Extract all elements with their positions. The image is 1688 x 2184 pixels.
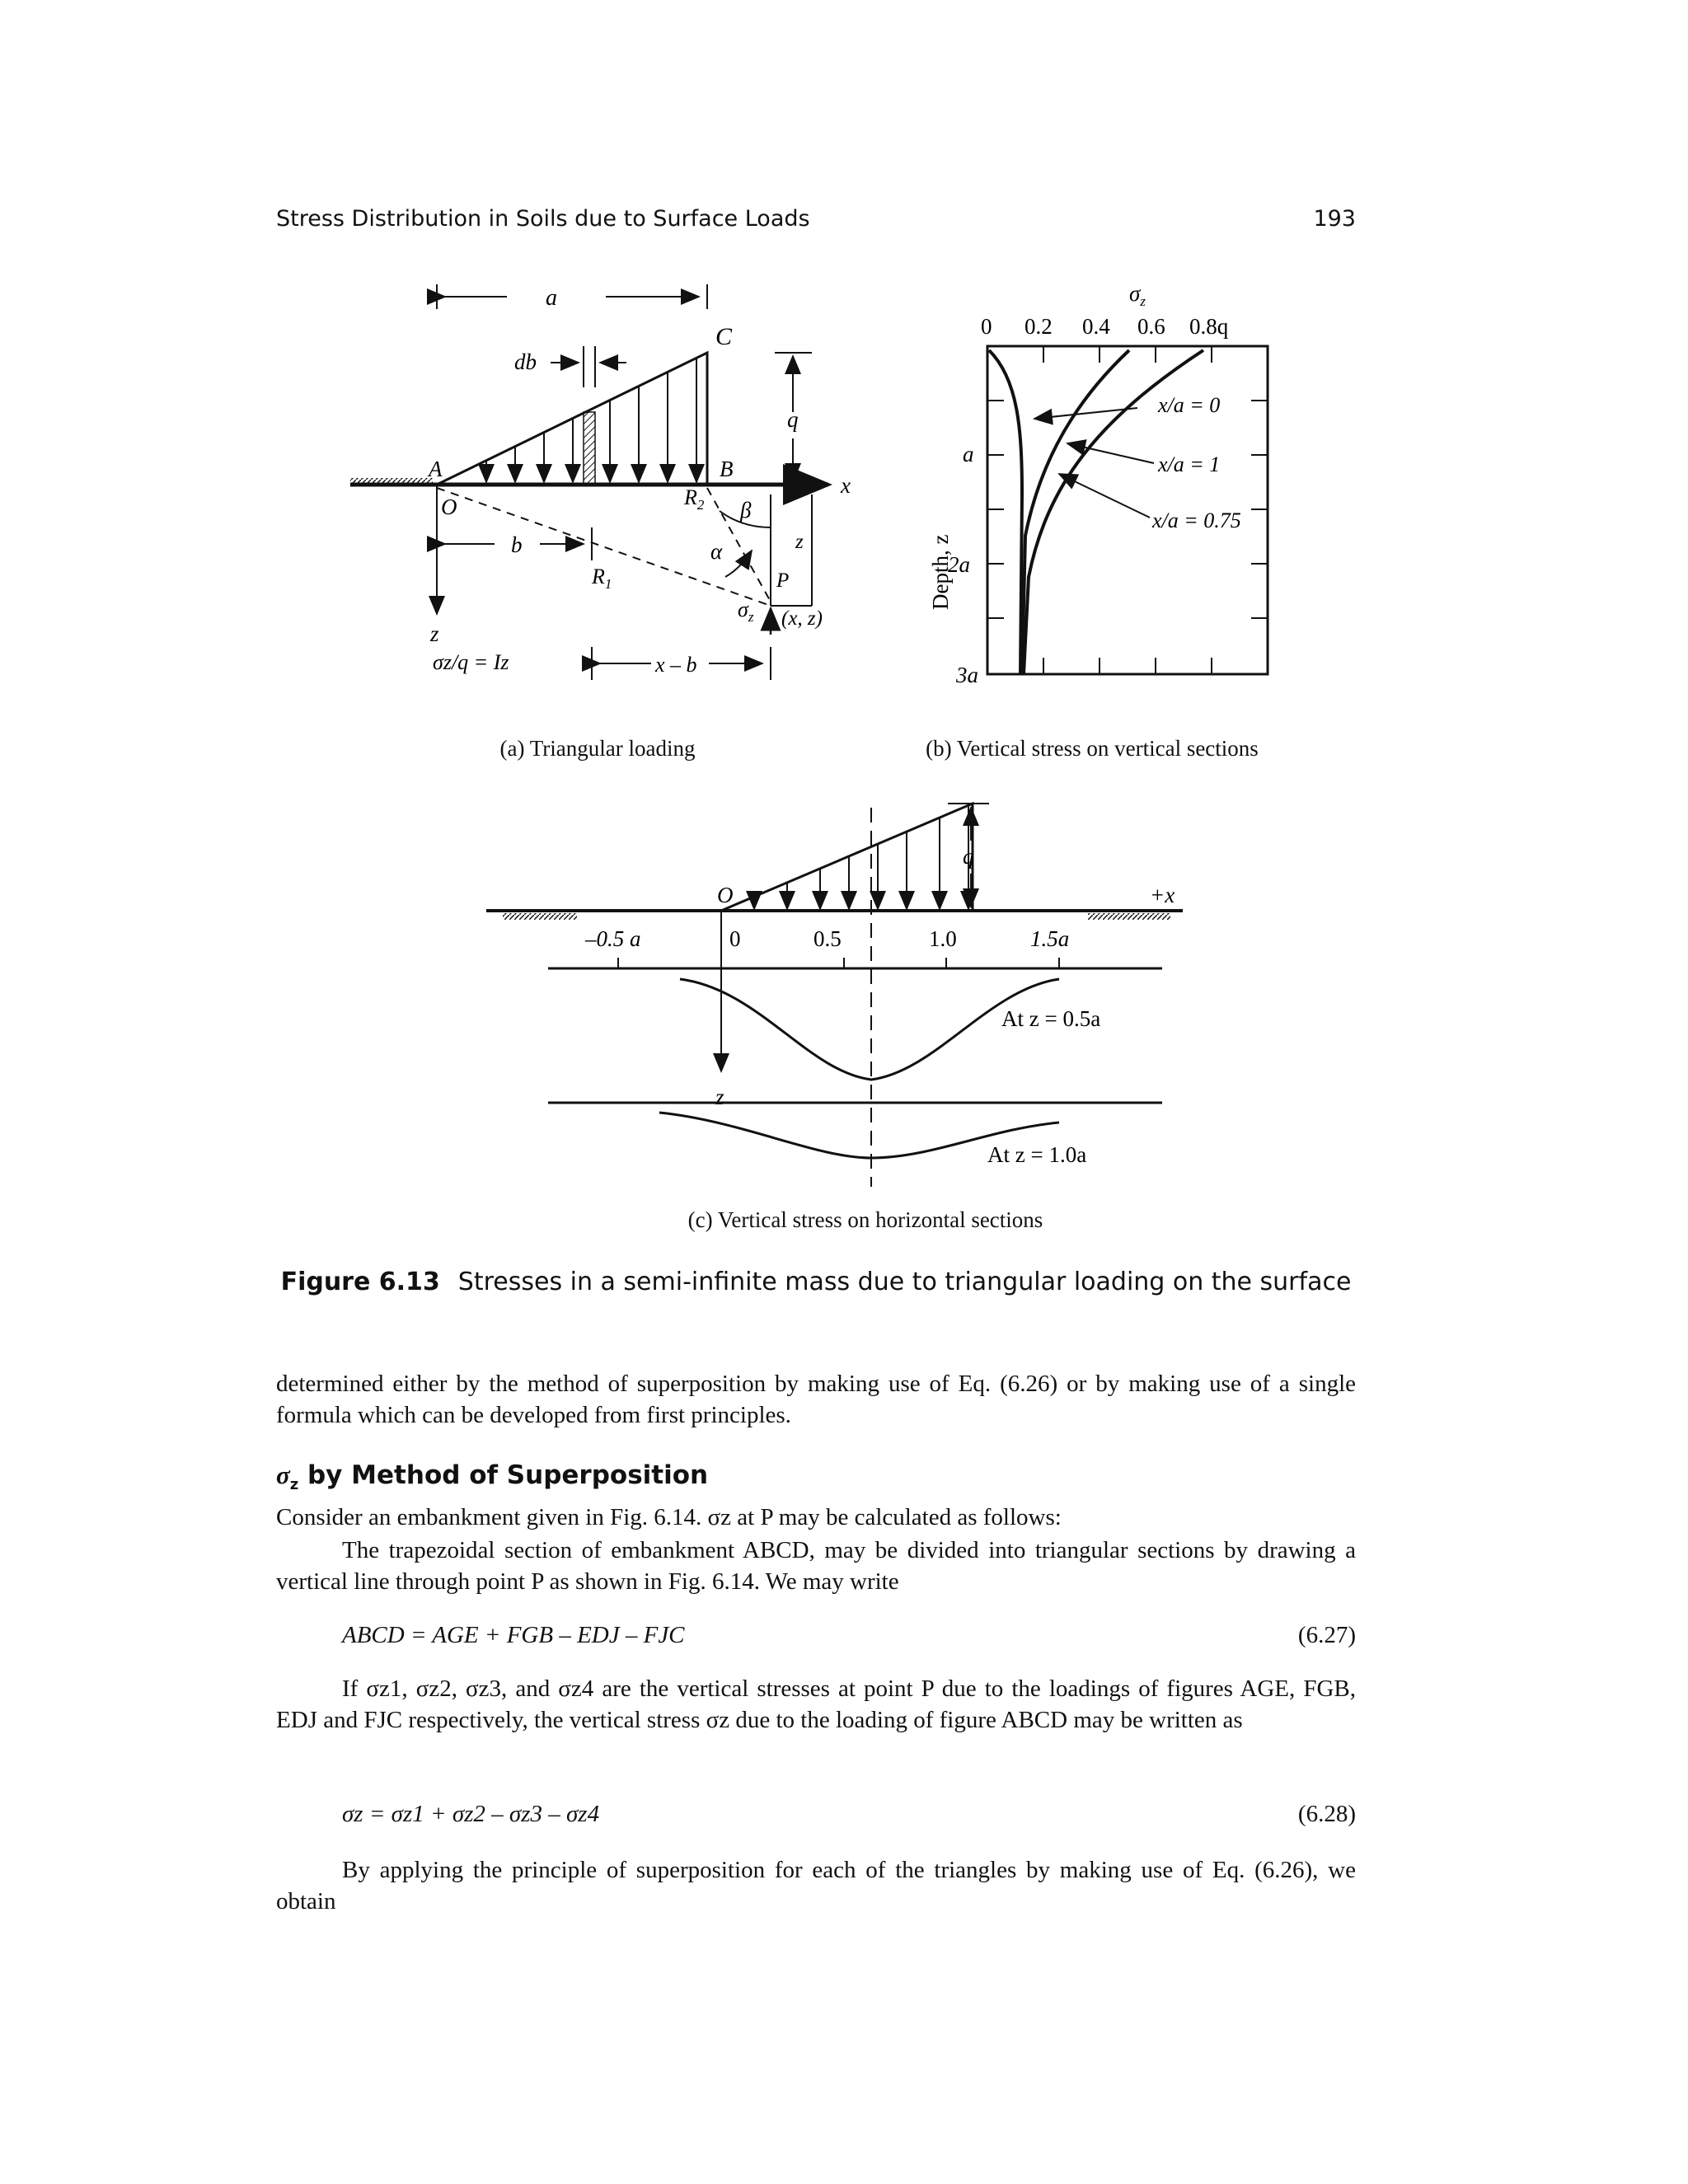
fig-a-label-C: C — [715, 323, 733, 350]
curve-x-a-1 — [1022, 350, 1129, 674]
fig-a-label-z-right: z — [795, 531, 804, 553]
caption-b: (b) Vertical stress on vertical sections — [926, 736, 1259, 761]
fig-a-label-R1: $R_1$ — [592, 565, 612, 592]
fig-a-label-R2: $R_2$ — [684, 485, 705, 513]
equation-6-27-number: (6.27) — [1297, 1622, 1356, 1648]
equation-6-28-number: (6.28) — [1297, 1801, 1356, 1827]
fig-c-curve-label-1: At z = 0.5a — [1001, 1006, 1101, 1031]
fig-c-label-O: O — [717, 883, 734, 907]
caption-c: (c) Vertical stress on horizontal sections — [687, 1207, 1043, 1232]
fig-a-label-P: P — [776, 569, 790, 592]
fig-c-tick-neg05: –0.5 a — [585, 926, 641, 951]
paragraph-3: The trapezoidal section of embankment ABCD, may be divided into triangular sections by drawing a vertical line through point P as shown in Fig. 6.14. We may write — [276, 1537, 1356, 1595]
fig-b-xtick-0: 0 — [981, 314, 992, 339]
fig-a-label-x: x — [841, 473, 851, 498]
fig-a-label-b: b — [511, 532, 523, 557]
figure-b-vertical-sections — [928, 281, 1268, 687]
fig-a-label-xb: x – b — [655, 653, 697, 677]
fig-a-label-beta: β — [740, 498, 752, 523]
figure-number: Figure 6.13 — [280, 1268, 440, 1296]
paragraph-1: determined either by the method of superposition by making use of Eq. (6.26) or by making use of a single formula which can be developed from first principles. — [276, 1371, 1356, 1428]
fig-a-label-db: db — [514, 349, 537, 374]
fig-a-label-a: a — [546, 285, 557, 311]
figure-c-horizontal-sections — [486, 804, 1183, 1187]
fig-b-curve-label-1: x/a = 1 — [1158, 452, 1221, 476]
fig-a-label-O: O — [441, 494, 457, 519]
fig-a-label-A: A — [429, 457, 443, 481]
fig-b-ytick-a: a — [963, 442, 974, 466]
fig-b-top-label: $\sigma_z$ — [1129, 281, 1146, 309]
elemental-strip — [584, 412, 595, 485]
fig-c-label-plusx: +x — [1150, 883, 1175, 907]
fig-c-tick-10: 1.0 — [929, 926, 957, 951]
figure-caption-text: Stresses in a semi-infinite mass due to triangular loading on the surface — [457, 1268, 1352, 1296]
page-number: 193 — [1313, 206, 1356, 232]
fig-b-xtick-4: 0.8q — [1189, 314, 1229, 339]
fig-b-xtick-1: 0.2 — [1025, 314, 1053, 339]
paragraph-4: If σz1, σz2, σz3, and σz4 are the vertical stresses at point P due to the loadings of figures AGE, FGB, EDJ and FJC respectively, the vertical stress σz due to the loading of figure ABCD may be written as — [276, 1675, 1356, 1733]
paragraph-5: By applying the principle of superposition for each of the triangles by making use of Eq. (6.26), we obtain — [276, 1857, 1356, 1915]
fig-a-label-B: B — [720, 457, 734, 481]
equation-6-27-expr: ABCD = AGE + FGB – EDJ – FJC — [342, 1622, 685, 1648]
fig-a-label-z-axis: z — [430, 621, 439, 646]
fig-b-ylabel: Depth, z — [928, 534, 953, 610]
fig-b-ytick-3a: 3a — [956, 663, 978, 687]
fig-b-xtick-2: 0.4 — [1082, 314, 1110, 339]
fig-c-tick-0: 0 — [729, 926, 741, 951]
section-heading: $\sigma_z$ by Method of Superposition — [276, 1460, 709, 1494]
fig-c-label-z: z — [715, 1085, 724, 1109]
fig-a-label-ratio: σz/q = Iz — [433, 650, 509, 674]
fig-b-xtick-3: 0.6 — [1137, 314, 1165, 339]
fig-c-tick-15a: 1.5a — [1030, 926, 1070, 951]
fig-c-curve-label-2: At z = 1.0a — [987, 1142, 1087, 1167]
fig-b-curve-label-075: x/a = 0.75 — [1152, 509, 1241, 532]
paragraph-2: Consider an embankment given in Fig. 6.14. σz at P may be calculated as follows: — [276, 1504, 1062, 1530]
header-title: Stress Distribution in Soils due to Surface Loads — [276, 206, 810, 232]
fig-a-label-xz: (x, z) — [781, 607, 823, 630]
equation-6-28-expr: σz = σz1 + σz2 – σz3 – σz4 — [342, 1801, 600, 1827]
fig-c-tick-05: 0.5 — [814, 926, 842, 951]
figure-a-triangular-loading — [350, 284, 851, 680]
fig-a-label-sigma: $\sigma_z$ — [738, 598, 754, 625]
curve-x-a-0 — [989, 350, 1022, 674]
fig-c-label-q: q — [963, 844, 974, 869]
caption-a: (a) Triangular loading — [499, 736, 696, 761]
fig-a-label-q: q — [787, 407, 799, 432]
fig-b-curve-label-0: x/a = 0 — [1158, 393, 1221, 417]
fig-a-label-alpha: α — [710, 539, 723, 564]
figure-caption — [276, 1266, 1356, 1299]
fig-b-ytick-2a: 2a — [948, 552, 970, 577]
